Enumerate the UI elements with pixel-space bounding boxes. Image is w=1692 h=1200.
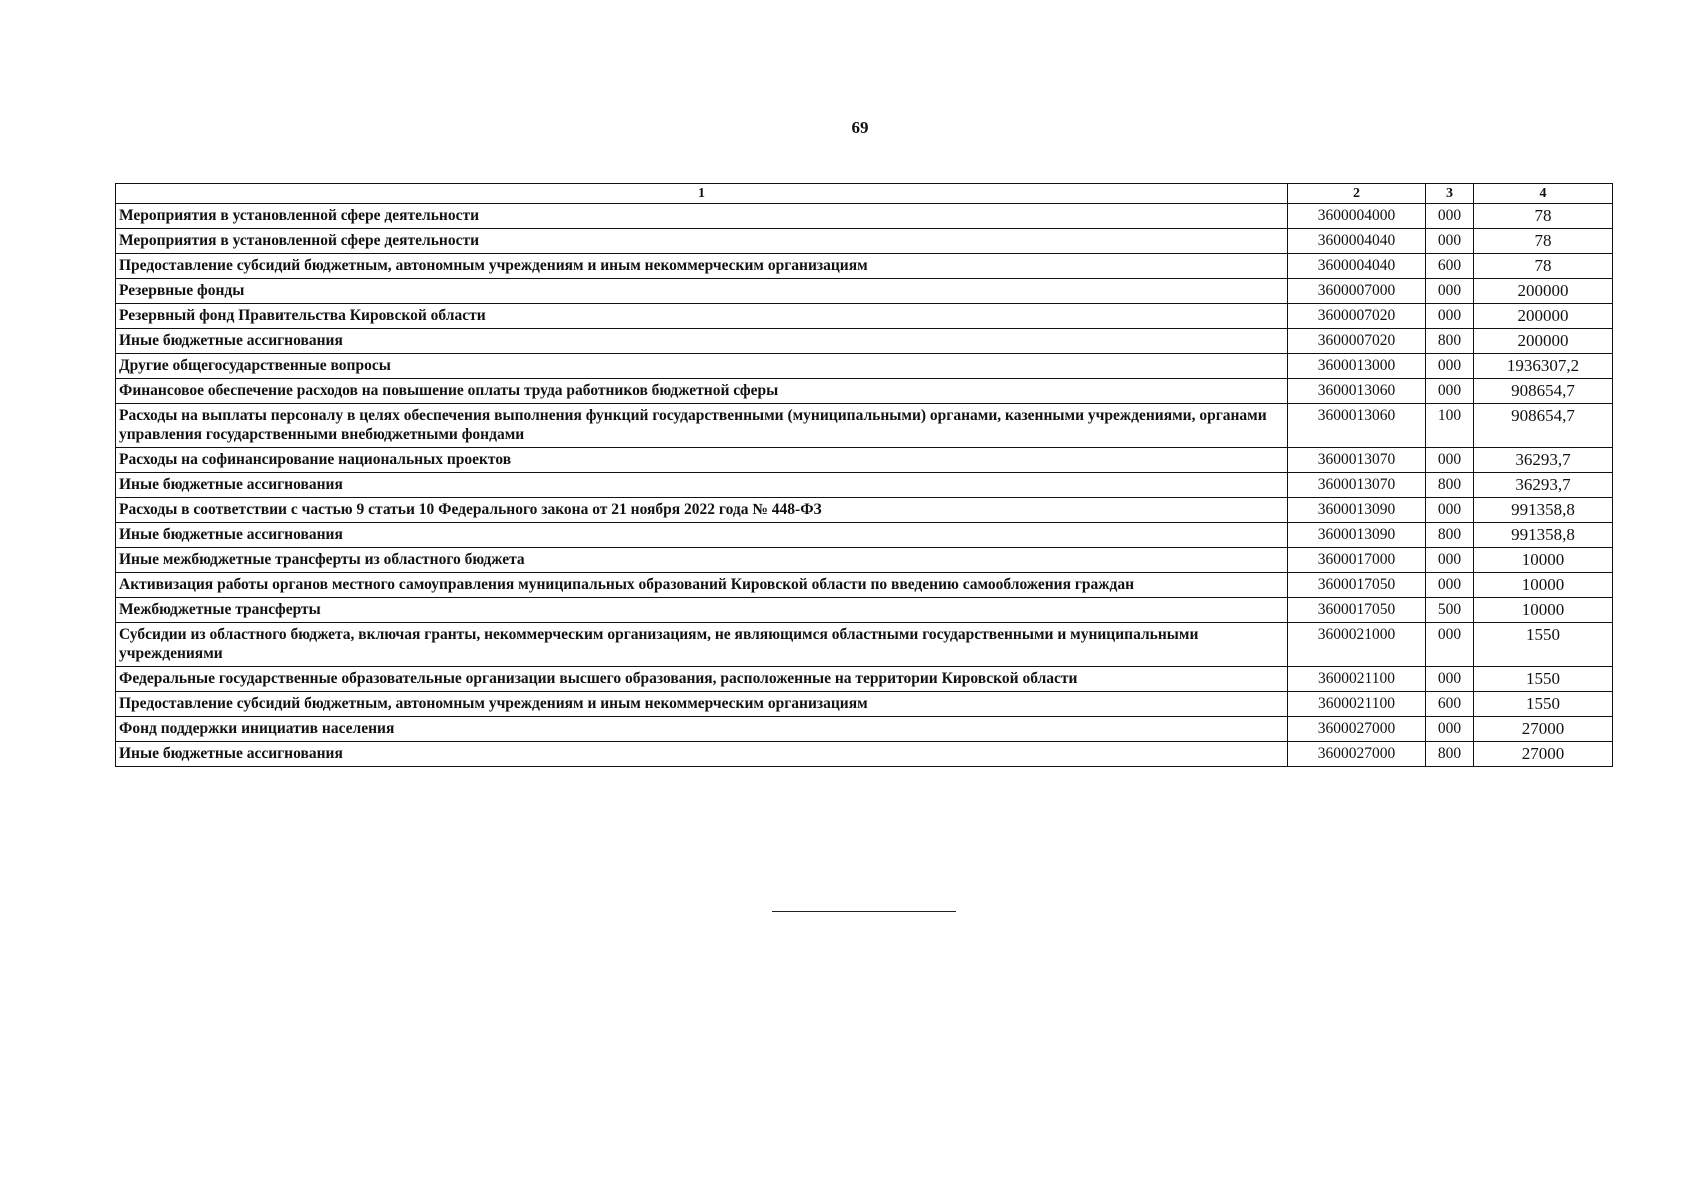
row-amount-cell: 36293,7 (1474, 448, 1613, 473)
row-amount-cell: 200000 (1474, 279, 1613, 304)
row-code-cell: 3600013090 (1288, 523, 1426, 548)
table-row (116, 548, 1613, 573)
row-code-cell: 3600013000 (1288, 354, 1426, 379)
row-code-cell: 3600004040 (1288, 254, 1426, 279)
row-name-cell: Предоставление субсидий бюджетным, автономным учреждениям и иным некоммерческим организациям (116, 254, 1288, 279)
row-code-cell: 3600013090 (1288, 498, 1426, 523)
table-row (116, 304, 1613, 329)
row-code-cell: 3600021100 (1288, 692, 1426, 717)
row-amount-cell: 1550 (1474, 692, 1613, 717)
row-name-cell: Иные межбюджетные трансферты из областного бюджета (116, 548, 1288, 573)
row-name-cell: Мероприятия в установленной сфере деятельности (116, 204, 1288, 229)
row-name-cell: Резервные фонды (116, 279, 1288, 304)
table-row (116, 667, 1613, 692)
row-kind-cell: 600 (1426, 692, 1474, 717)
row-name-cell: Межбюджетные трансферты (116, 598, 1288, 623)
row-kind-cell: 800 (1426, 329, 1474, 354)
row-amount-cell: 1550 (1474, 667, 1613, 692)
row-amount-cell: 1936307,2 (1474, 354, 1613, 379)
footer-rule (772, 911, 956, 912)
row-amount-cell: 200000 (1474, 329, 1613, 354)
row-kind-cell: 000 (1426, 229, 1474, 254)
table-row (116, 498, 1613, 523)
row-kind-cell: 600 (1426, 254, 1474, 279)
row-amount-cell: 908654,7 (1474, 379, 1613, 404)
row-kind-cell: 800 (1426, 473, 1474, 498)
row-kind-cell: 000 (1426, 717, 1474, 742)
table-header-row (116, 184, 1613, 204)
row-code-cell: 3600007020 (1288, 329, 1426, 354)
row-code-cell: 3600021100 (1288, 667, 1426, 692)
row-kind-cell: 000 (1426, 573, 1474, 598)
row-code-cell: 3600013070 (1288, 448, 1426, 473)
table-row (116, 742, 1613, 767)
row-amount-cell: 1550 (1474, 623, 1613, 667)
row-kind-cell: 100 (1426, 404, 1474, 448)
row-kind-cell: 000 (1426, 204, 1474, 229)
table-row (116, 354, 1613, 379)
row-kind-cell: 000 (1426, 667, 1474, 692)
row-kind-cell: 000 (1426, 623, 1474, 667)
row-code-cell: 3600027000 (1288, 717, 1426, 742)
row-name-cell: Расходы на выплаты персоналу в целях обеспечения выполнения функций государственными (муниципальными) органами, казенными учреждениями, органами управления государственными внебюджетными фондами (116, 404, 1288, 448)
row-code-cell: 3600004040 (1288, 229, 1426, 254)
row-kind-cell: 000 (1426, 448, 1474, 473)
row-name-cell: Мероприятия в установленной сфере деятельности (116, 229, 1288, 254)
row-name-cell: Субсидии из областного бюджета, включая гранты, некоммерческим организациям, не являющимся областными государственными и муниципальными учреждениями (116, 623, 1288, 667)
row-code-cell: 3600017050 (1288, 573, 1426, 598)
table-row (116, 623, 1613, 667)
row-kind-cell: 000 (1426, 548, 1474, 573)
row-name-cell: Иные бюджетные ассигнования (116, 329, 1288, 354)
row-name-cell: Расходы на софинансирование национальных проектов (116, 448, 1288, 473)
row-code-cell: 3600013070 (1288, 473, 1426, 498)
row-code-cell: 3600007020 (1288, 304, 1426, 329)
row-amount-cell: 200000 (1474, 304, 1613, 329)
table-row (116, 279, 1613, 304)
row-name-cell: Иные бюджетные ассигнования (116, 523, 1288, 548)
row-code-cell: 3600017050 (1288, 598, 1426, 623)
table-row (116, 598, 1613, 623)
row-kind-cell: 500 (1426, 598, 1474, 623)
row-kind-cell: 000 (1426, 379, 1474, 404)
column-header-3: 3 (1426, 184, 1474, 204)
column-header-1: 1 (116, 184, 1288, 204)
table-row (116, 448, 1613, 473)
table-row (116, 379, 1613, 404)
row-code-cell: 3600004000 (1288, 204, 1426, 229)
column-header-4: 4 (1474, 184, 1613, 204)
row-kind-cell: 000 (1426, 354, 1474, 379)
row-code-cell: 3600007000 (1288, 279, 1426, 304)
row-name-cell: Активизация работы органов местного самоуправления муниципальных образований Кировской области по введению самообложения граждан (116, 573, 1288, 598)
table-row (116, 692, 1613, 717)
row-amount-cell: 908654,7 (1474, 404, 1613, 448)
row-kind-cell: 800 (1426, 523, 1474, 548)
row-kind-cell: 000 (1426, 498, 1474, 523)
row-code-cell: 3600013060 (1288, 379, 1426, 404)
row-amount-cell: 78 (1474, 204, 1613, 229)
row-name-cell: Предоставление субсидий бюджетным, автономным учреждениям и иным некоммерческим организациям (116, 692, 1288, 717)
row-name-cell: Финансовое обеспечение расходов на повышение оплаты труда работников бюджетной сферы (116, 379, 1288, 404)
row-kind-cell: 000 (1426, 304, 1474, 329)
row-amount-cell: 991358,8 (1474, 523, 1613, 548)
table-row (116, 329, 1613, 354)
row-code-cell: 3600027000 (1288, 742, 1426, 767)
row-amount-cell: 27000 (1474, 717, 1613, 742)
table-row (116, 473, 1613, 498)
table-row (116, 254, 1613, 279)
row-kind-cell: 800 (1426, 742, 1474, 767)
row-name-cell: Иные бюджетные ассигнования (116, 473, 1288, 498)
row-amount-cell: 991358,8 (1474, 498, 1613, 523)
table-row (116, 229, 1613, 254)
page-number: 69 (851, 118, 869, 137)
row-name-cell: Расходы в соответствии с частью 9 статьи 10 Федерального закона от 21 ноября 2022 года № 448-ФЗ (116, 498, 1288, 523)
row-code-cell: 3600021000 (1288, 623, 1426, 667)
row-name-cell: Федеральные государственные образовательные организации высшего образования, расположенные на территории Кировской области (116, 667, 1288, 692)
table-body (116, 204, 1613, 767)
budget-table (115, 183, 1613, 767)
row-name-cell: Иные бюджетные ассигнования (116, 742, 1288, 767)
row-kind-cell: 000 (1426, 279, 1474, 304)
row-amount-cell: 78 (1474, 254, 1613, 279)
table-row (116, 523, 1613, 548)
table-row (116, 404, 1613, 448)
row-name-cell: Другие общегосударственные вопросы (116, 354, 1288, 379)
table-row (116, 573, 1613, 598)
row-code-cell: 3600013060 (1288, 404, 1426, 448)
row-amount-cell: 27000 (1474, 742, 1613, 767)
column-header-2: 2 (1288, 184, 1426, 204)
row-amount-cell: 10000 (1474, 598, 1613, 623)
row-name-cell: Резервный фонд Правительства Кировской области (116, 304, 1288, 329)
row-amount-cell: 36293,7 (1474, 473, 1613, 498)
row-amount-cell: 10000 (1474, 573, 1613, 598)
table-row (116, 717, 1613, 742)
row-amount-cell: 78 (1474, 229, 1613, 254)
row-code-cell: 3600017000 (1288, 548, 1426, 573)
table-row (116, 204, 1613, 229)
row-name-cell: Фонд поддержки инициатив населения (116, 717, 1288, 742)
row-amount-cell: 10000 (1474, 548, 1613, 573)
